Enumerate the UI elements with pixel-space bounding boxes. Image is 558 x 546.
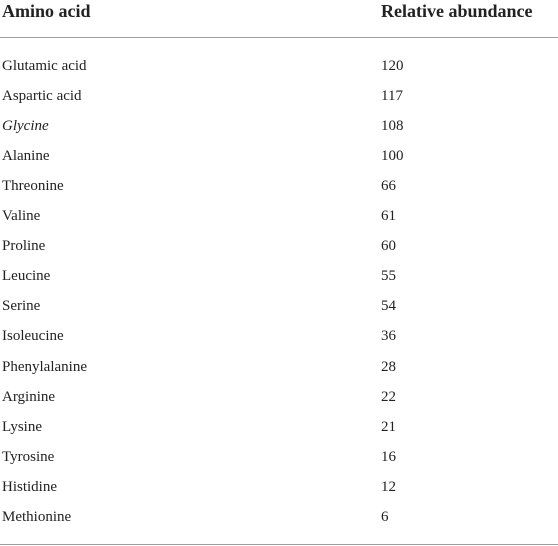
amino-acid-name: Lysine [2,419,42,435]
abundance-value: 60 [381,238,396,254]
table-row [0,387,558,417]
table-row [0,236,558,266]
table-row [0,146,558,176]
abundance-value: 55 [381,268,396,284]
abundance-value: 120 [381,58,404,74]
abundance-value: 100 [381,148,404,164]
amino-acid-name: Histidine [2,479,57,495]
abundance-value: 28 [381,359,396,375]
amino-acid-name: Aspartic acid [2,88,82,104]
amino-acid-name: Tyrosine [2,449,55,465]
abundance-value: 16 [381,449,396,465]
table-row [0,176,558,206]
abundance-value: 36 [381,328,396,344]
table-row [0,477,558,507]
abundance-value: 21 [381,419,396,435]
table-row [0,417,558,447]
table-row [0,116,558,146]
table-row [0,357,558,387]
abundance-value: 22 [381,389,396,405]
amino-acid-name: Serine [2,298,41,314]
amino-acid-name: Methionine [2,509,72,525]
header-amino-acid: Amino acid [2,1,91,21]
table-row [0,206,558,236]
header-relative-abundance: Relative abundance [381,1,533,21]
amino-acid-name: Threonine [2,178,64,194]
table-row [0,86,558,116]
amino-acid-name: Phenylalanine [2,359,87,375]
abundance-value: 108 [381,118,404,134]
table-row [0,507,558,537]
table-row [0,266,558,296]
abundance-value: 66 [381,178,396,194]
abundance-value: 12 [381,479,396,495]
amino-acid-name: Glycine [2,118,49,134]
abundance-value: 117 [381,88,403,104]
amino-acid-name: Leucine [2,268,51,284]
amino-acid-name: Valine [2,208,41,224]
table-row [0,326,558,356]
abundance-value: 54 [381,298,396,314]
header-rule [0,37,558,38]
table-header [0,0,558,28]
table-row [0,296,558,326]
table-bottom-rule [0,544,558,545]
amino-acid-name: Arginine [2,389,56,405]
abundance-value: 6 [381,509,389,525]
table-row [0,56,558,86]
amino-acid-name: Isoleucine [2,328,64,344]
amino-acid-name: Glutamic acid [2,58,87,74]
abundance-value: 61 [381,208,396,224]
amino-acid-name: Alanine [2,148,50,164]
table-row [0,447,558,477]
amino-acid-name: Proline [2,238,46,254]
